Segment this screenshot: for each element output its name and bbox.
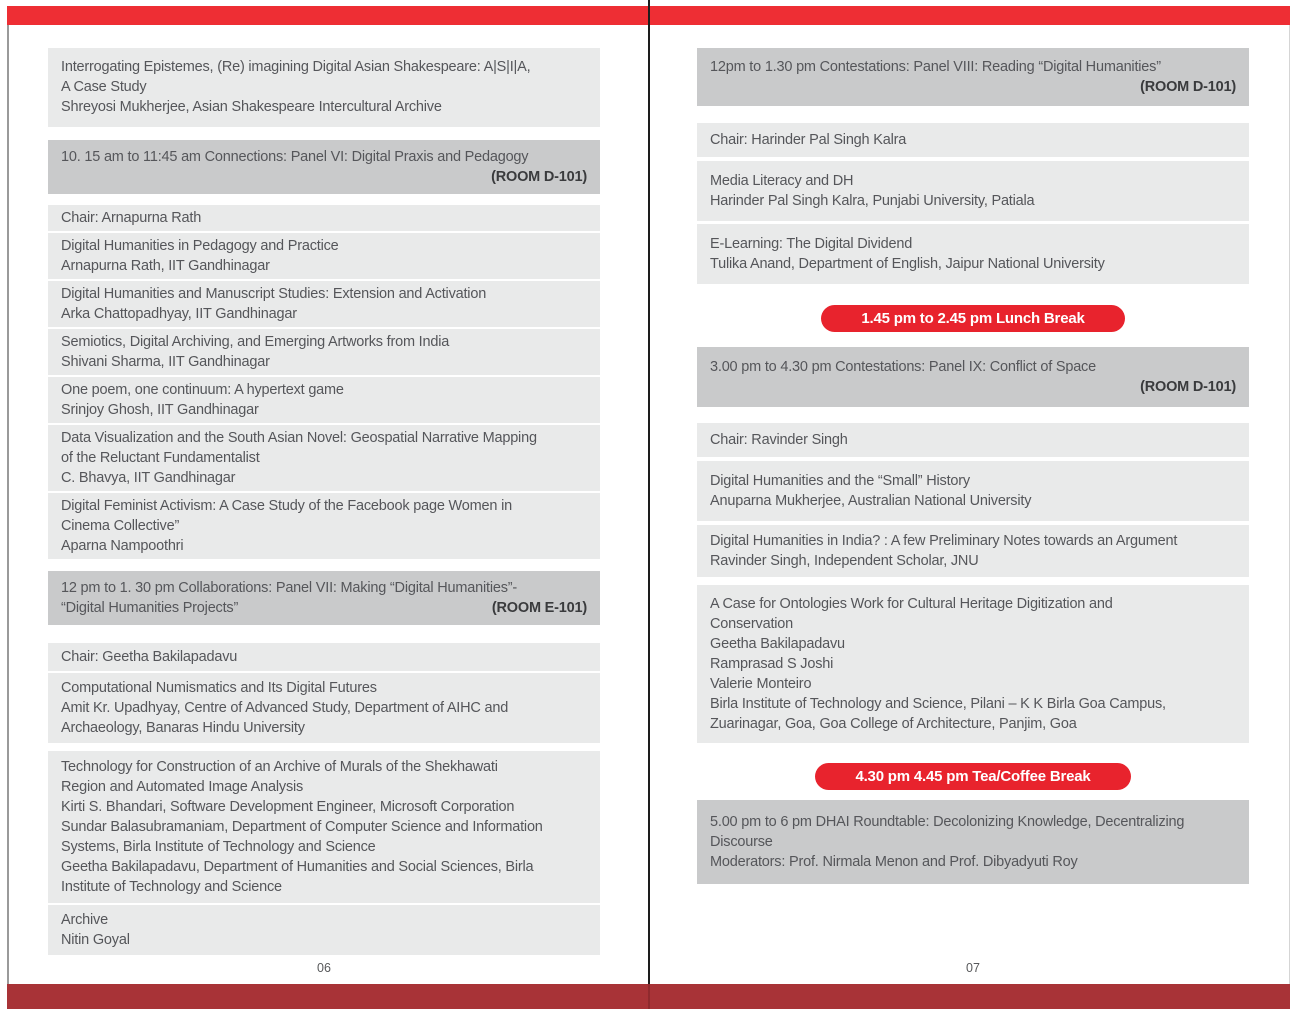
paper-author: Sundar Balasubramaniam, Department of Computer Science and Information bbox=[61, 819, 543, 835]
session-title-cont: “Digital Humanities Projects” bbox=[61, 600, 239, 616]
paper-item bbox=[697, 585, 1249, 743]
paper-item bbox=[697, 224, 1249, 284]
session-header-panel9 bbox=[697, 347, 1249, 407]
lunch-break-row bbox=[697, 305, 1249, 332]
chair-row bbox=[48, 205, 600, 231]
paper-author: Valerie Monteiro bbox=[710, 676, 812, 692]
paper-author: Arnapurna Rath, IIT Gandhinagar bbox=[61, 258, 270, 274]
paper-author: Geetha Bakilapadavu bbox=[710, 636, 845, 652]
text-line: A Case Study bbox=[61, 79, 147, 95]
paper-author-cont: Systems, Birla Institute of Technology and Science bbox=[61, 839, 376, 855]
paper-item bbox=[48, 281, 600, 327]
paper-author: Tulika Anand, Department of English, Jaipur National University bbox=[710, 256, 1105, 272]
text-line: Interrogating Epistemes, (Re) imagining Digital Asian Shakespeare: A|S|I|A, bbox=[61, 59, 531, 75]
tea-break-row bbox=[697, 763, 1249, 790]
paper-title: Archive bbox=[61, 912, 108, 928]
paper-author: Arka Chattopadhyay, IIT Gandhinagar bbox=[61, 306, 297, 322]
paper-author: Aparna Nampoothri bbox=[61, 538, 184, 554]
chair-row bbox=[697, 423, 1249, 457]
chair-name: Chair: Geetha Bakilapadavu bbox=[61, 649, 238, 665]
chair-name: Chair: Harinder Pal Singh Kalra bbox=[710, 132, 907, 148]
left-page-edge bbox=[7, 25, 9, 984]
paper-author: Srinjoy Ghosh, IIT Gandhinagar bbox=[61, 402, 259, 418]
paper-author: Ravinder Singh, Independent Scholar, JNU bbox=[710, 553, 979, 569]
paper-title-cont: Region and Automated Image Analysis bbox=[61, 779, 304, 795]
session-header-panel6 bbox=[48, 140, 600, 194]
paper-author-cont: Archaeology, Banaras Hindu University bbox=[61, 720, 305, 736]
paper-affiliation: Birla Institute of Technology and Science, Pilani – K K Birla Goa Campus, bbox=[710, 696, 1166, 712]
paper-title: Data Visualization and the South Asian Novel: Geospatial Narrative Mapping bbox=[61, 430, 537, 446]
chair-row bbox=[697, 123, 1249, 157]
roundtable-moderators: Moderators: Prof. Nirmala Menon and Prof. Dibyadyuti Roy bbox=[710, 854, 1078, 870]
paper-title-cont: of the Reluctant Fundamentalist bbox=[61, 450, 260, 466]
paper-title: Digital Humanities and Manuscript Studies: Extension and Activation bbox=[61, 286, 487, 302]
roundtable-title-cont: Discourse bbox=[710, 834, 773, 850]
paper-title: Digital Feminist Activism: A Case Study of the Facebook page Women in bbox=[61, 498, 512, 514]
paper-title: One poem, one continuum: A hypertext game bbox=[61, 382, 344, 398]
room-label: (ROOM E-101) bbox=[491, 600, 587, 616]
roundtable-block bbox=[697, 800, 1249, 884]
paper-title-cont: Conservation bbox=[710, 616, 794, 632]
paper-title: A Case for Ontologies Work for Cultural Heritage Digitization and bbox=[710, 596, 1113, 612]
room-label: (ROOM D-101) bbox=[491, 169, 587, 185]
chair-name: Chair: Ravinder Singh bbox=[710, 432, 848, 448]
chair-name: Chair: Arnapurna Rath bbox=[61, 210, 202, 226]
paper-item bbox=[48, 48, 600, 127]
session-header-panel8 bbox=[697, 48, 1249, 106]
paper-affiliation-cont: Zuarinagar, Goa, Goa College of Architecture, Panjim, Goa bbox=[710, 716, 1077, 732]
paper-item bbox=[697, 461, 1249, 521]
paper-item bbox=[48, 377, 600, 423]
paper-title-cont: Cinema Collective” bbox=[61, 518, 180, 534]
session-header-panel7 bbox=[48, 571, 600, 625]
paper-author: Kirti S. Bhandari, Software Development Engineer, Microsoft Corporation bbox=[61, 799, 515, 815]
page-number-07: 07 bbox=[966, 961, 980, 975]
paper-author: Shivani Sharma, IIT Gandhinagar bbox=[61, 354, 270, 370]
session-title: 12 pm to 1. 30 pm Collaborations: Panel VII: Making “Digital Humanities”- bbox=[61, 580, 518, 596]
tea-break-pill: 4.30 pm 4.45 pm Tea/Coffee Break bbox=[815, 763, 1130, 790]
room-label: (ROOM D-101) bbox=[1140, 379, 1236, 395]
session-title: 12pm to 1.30 pm Contestations: Panel VIII: Reading “Digital Humanities” bbox=[710, 59, 1161, 75]
paper-author: Amit Kr. Upadhyay, Centre of Advanced Study, Department of AIHC and bbox=[61, 700, 509, 716]
paper-item bbox=[697, 161, 1249, 221]
paper-title: Digital Humanities and the “Small” History bbox=[710, 473, 970, 489]
page-07-column bbox=[697, 48, 1249, 886]
paper-author: Ramprasad S Joshi bbox=[710, 656, 834, 672]
paper-author: C. Bhavya, IIT Gandhinagar bbox=[61, 470, 236, 486]
paper-title: Digital Humanities in India? : A few Preliminary Notes towards an Argument bbox=[710, 533, 1178, 549]
page-divider-bottom bbox=[648, 984, 650, 1009]
paper-item bbox=[48, 233, 600, 279]
page-divider bbox=[648, 0, 650, 984]
chair-row bbox=[48, 643, 600, 671]
paper-item bbox=[48, 425, 600, 491]
paper-author-cont: Institute of Technology and Science bbox=[61, 879, 282, 895]
session-title: 10. 15 am to 11:45 am Connections: Panel VI: Digital Praxis and Pedagogy bbox=[61, 149, 529, 165]
paper-item bbox=[697, 525, 1249, 577]
page-number-06: 06 bbox=[317, 961, 331, 975]
right-page-edge bbox=[1289, 25, 1290, 984]
room-label: (ROOM D-101) bbox=[1140, 79, 1236, 95]
paper-title: Computational Numismatics and Its Digital Futures bbox=[61, 680, 377, 696]
paper-item bbox=[48, 329, 600, 375]
paper-item bbox=[48, 751, 600, 903]
page-06-column bbox=[48, 48, 600, 957]
paper-item bbox=[48, 905, 600, 955]
session-title: 3.00 pm to 4.30 pm Contestations: Panel IX: Conflict of Space bbox=[710, 359, 1096, 375]
paper-title: Digital Humanities in Pedagogy and Practice bbox=[61, 238, 339, 254]
paper-title: Semiotics, Digital Archiving, and Emerging Artworks from India bbox=[61, 334, 450, 350]
roundtable-title: 5.00 pm to 6 pm DHAI Roundtable: Decolonizing Knowledge, Decentralizing bbox=[710, 814, 1185, 830]
paper-author: Anuparna Mukherjee, Australian National University bbox=[710, 493, 1032, 509]
text-line: Shreyosi Mukherjee, Asian Shakespeare Intercultural Archive bbox=[61, 99, 442, 115]
paper-author: Geetha Bakilapadavu, Department of Humanities and Social Sciences, Birla bbox=[61, 859, 534, 875]
lunch-break-pill: 1.45 pm to 2.45 pm Lunch Break bbox=[821, 305, 1124, 332]
paper-title: Media Literacy and DH bbox=[710, 173, 854, 189]
paper-author: Harinder Pal Singh Kalra, Punjabi University, Patiala bbox=[710, 193, 1035, 209]
paper-title: E-Learning: The Digital Dividend bbox=[710, 236, 913, 252]
paper-title: Technology for Construction of an Archive of Murals of the Shekhawati bbox=[61, 759, 498, 775]
paper-item bbox=[48, 673, 600, 743]
paper-item bbox=[48, 493, 600, 559]
paper-author: Nitin Goyal bbox=[61, 932, 130, 948]
